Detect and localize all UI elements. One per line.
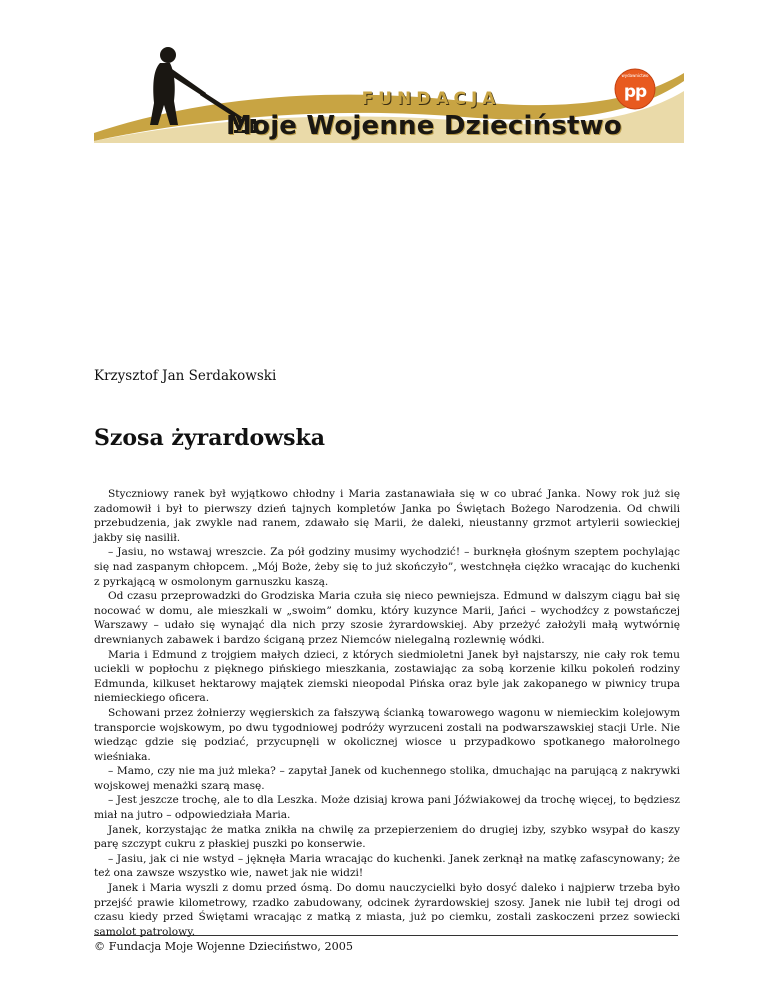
footer-divider — [94, 935, 678, 936]
story-body — [94, 487, 680, 939]
paragraph: – Jest jeszcze trochę, ale to dla Leszka. Może dzisiaj krowa pani Jóźwiakowej da trochę więcej, to będziesz miał na jutro – odpowiedziała Maria. — [94, 794, 680, 822]
paragraph: – Jasiu, jak ci nie wstyd – jęknęła Maria wracając do kuchenki. Janek zerknął na matkę zafascynowany; że też ona zawsze wszystko wie, nawet jak nie widzi! — [94, 852, 680, 880]
paragraph: – Mamo, czy nie ma już mleka? – zapytał Janek od kuchennego stolika, dmuchając na parującą z nakrywki wojskowej menażki szarą masę. — [94, 765, 680, 792]
publisher-logo — [614, 68, 656, 110]
paragraph: Od czasu przeprowadzki do Grodziska Maria czuła się nieco pewniejsza. Edmund w dalszym ciągu bał się nocować w domu, ale mieszkali w „swoim” domku, który kuzynce Marii, Jańci – wychodźcy z powstańczej Warszawy – udało się wynająć dla nich przy szosie żyrardowskiej. Aby przeżyć założyli małą wytwórnię drewnianych zabawek i bardzo ściganą przez Niemców nielegalną rozlewnię wódki. — [94, 590, 680, 646]
publisher-logo-text: pp — [623, 82, 647, 102]
story-title: Szosa żyrardowska — [94, 425, 325, 451]
paragraph: Styczniowy ranek był wyjątkowo chłodny i Maria zastanawiała się w co ubrać Janka. Nowy rok już się zadomowił i był to pierwszy dzień tajnych kompletów Janka po Świętach Bożego Narodzenia. Od chwili przebudzenia, jak zwykle nad ranem, zdawało się Marii, że daleki, nieustanny grzmot artylerii sowieckiej jakby się nasilił. — [94, 488, 680, 544]
publisher-logo-subtext: wydawnictwo — [621, 73, 649, 78]
header-banner — [94, 33, 684, 143]
foundation-title: Moje Wojenne Dzieciństwo — [226, 111, 622, 141]
paragraph: – Jasiu, no wstawaj wreszcie. Za pół godziny musimy wychodzić! – burknęła głośnym szeptem pochylając się nad zaspanym chłopcem. „Mój Boże, żeby się to już skończyło”, westchnęła ciężko wracając do kuchenki z pyrkającą w osmolonym garnuszku kaszą. — [94, 546, 680, 588]
paragraph: Maria i Edmund z trojgiem małych dzieci, z których siedmioletni Janek był najstarszy, nie cały rok temu uciekli w popłochu z pięknego pińskiego mieszkania, zostawiając za sobą korzenie kilku pokoleń rodziny Edmunda, kilkuset hektarowy majątek ziemski nieopodal Pińska oraz byle jak zakopanego w piwnicy trupa niemieckiego oficera. — [94, 648, 680, 705]
author-name: Krzysztof Jan Serdakowski — [94, 368, 277, 384]
paragraph: Schowani przez żołnierzy węgierskich za fałszywą ścianką towarowego wagonu w niemieckim kolejowym transporcie wojskowym, po dwu tygodniowej podróży wyrzuceni zostali na podwarszawskiej stacji Urle. Nie wiedząc gdzie się podziać, przycupnęli w okolicznej wiosce u przypadkowo spotkanego małorolnego wieśniaka. — [94, 706, 680, 763]
paragraph: Janek i Maria wyszli z domu przed ósmą. Do domu nauczycielki było dosyć daleko i najpierw trzeba było przejść prawie kilometrowy, rzadko zabudowany, odcinek żyrardowskiej szosy. Janek nie lubił tej drogi od czasu kiedy przed Świętami wracając z matką z miasta, już po ciemku, zostali zaskoczeni przez sowiecki samolot patrolowy. — [94, 882, 680, 938]
paragraph: Janek, korzystając że matka znikła na chwilę za przepierzeniem do drugiej izby, szybko wsypał do kaszy parę szczypt cukru z płaskiej puszki po konserwie. — [94, 823, 680, 851]
foundation-eyebrow: FUNDACJA — [361, 89, 501, 109]
footer-copyright: © Fundacja Moje Wojenne Dzieciństwo, 2005 — [94, 940, 353, 953]
